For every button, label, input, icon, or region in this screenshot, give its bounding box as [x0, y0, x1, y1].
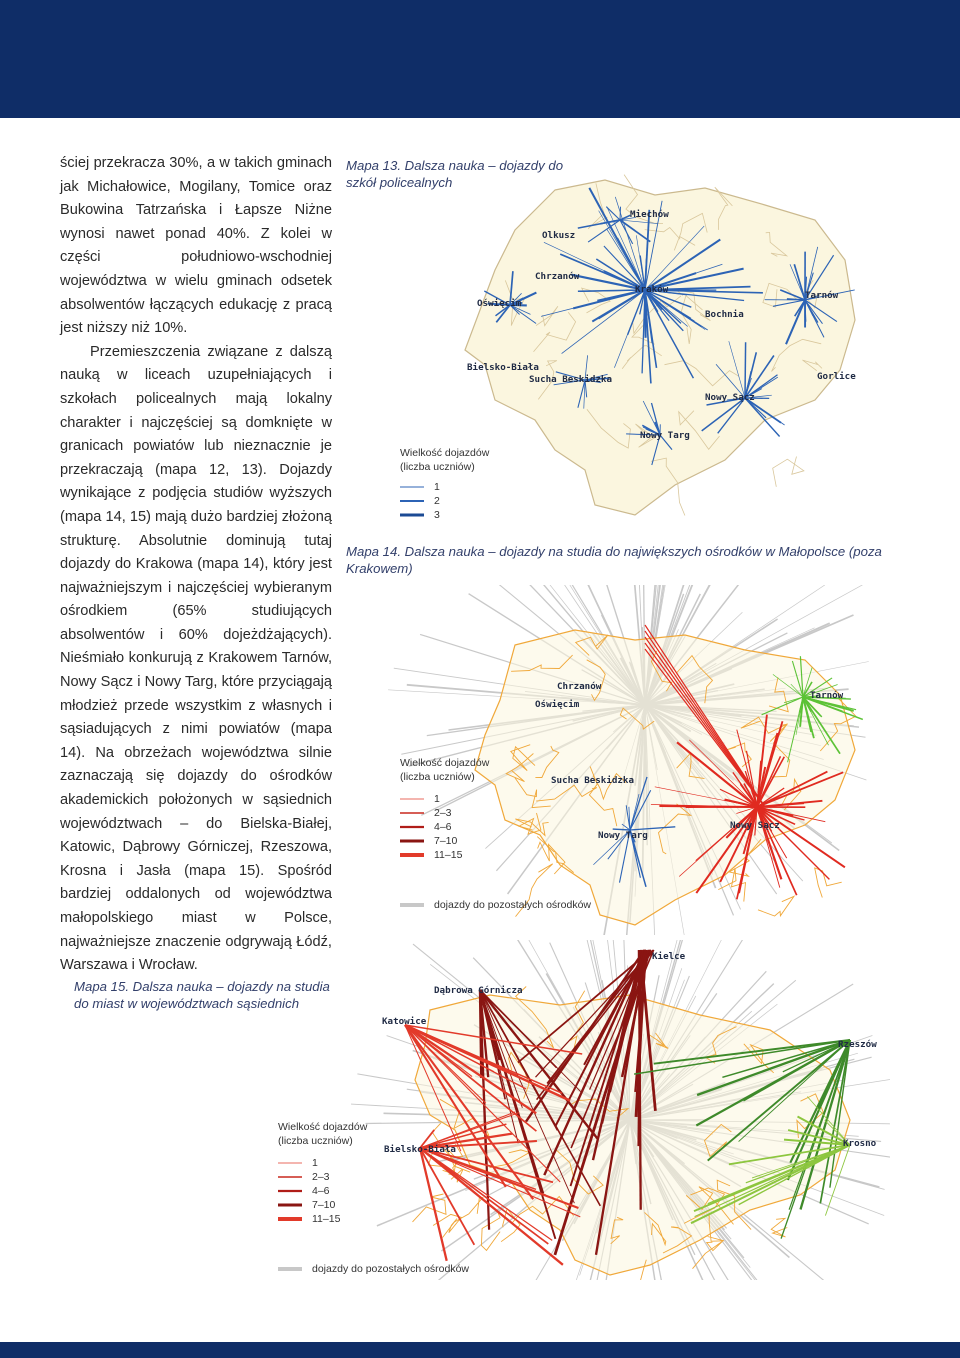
map15-legend-title: Wielkość dojazdów (liczba uczniów): [278, 1121, 368, 1147]
map15-legend-row: 2–3: [312, 1171, 330, 1183]
map13-label-bochnia: Bochnia: [705, 309, 744, 320]
map13-caption: Mapa 13. Dalsza nauka – dojazdy do szkół policealnych: [346, 158, 564, 190]
top-banner: [0, 0, 960, 118]
map13-label-miechow: Miechów: [630, 209, 669, 220]
paragraph-1: ściej przekracza 30%, a w takich gminach jak Michałowice, Mogilany, Tomice oraz Bukowina Tatrzańska i Łapsze Niżne wynosi nawet ponad 40%. Z kolei w części południowo-wschodniej województwa w wielu gminach odsetek absolwentów łączących edukację z pracą jest niższy niż 10%.: [60, 155, 332, 337]
map14-label-oswiecim: Oświęcim: [535, 699, 580, 710]
body-text: [60, 152, 332, 978]
map13-district-border: [773, 457, 804, 487]
map13-flow-line: [745, 342, 746, 398]
map13-legend-row: 1: [434, 481, 440, 493]
map13-legend-title: Wielkość dojazdów (liczba uczniów): [400, 447, 490, 473]
map14-label-sucha: Sucha Beskidzka: [551, 775, 634, 786]
map15-legend-row: 11–15: [312, 1213, 341, 1225]
map14-district-border: [815, 868, 842, 898]
map15-label-kielce: Kielce: [652, 951, 686, 962]
map14-legend-title: Wielkość dojazdów (liczba uczniów): [400, 757, 490, 783]
map13-legend-row: 3: [434, 509, 440, 521]
map15-legend-other: dojazdy do pozostałych ośrodków: [312, 1263, 470, 1275]
map14-caption: Mapa 14. Dalsza nauka – dojazdy na studia do największych ośrodków w Małopolsce (poza Krakowem): [346, 544, 882, 576]
map13-label-oswiecim: Oświęcim: [477, 298, 522, 309]
map14-legend: [400, 756, 591, 912]
map15-legend-row: 7–10: [312, 1199, 336, 1211]
map14-district-border: [758, 896, 794, 916]
map14-label-nowysacz: Nowy Sącz: [730, 820, 780, 831]
map15-legend-row: 1: [312, 1157, 318, 1169]
map14-legend-other: dojazdy do pozostałych ośrodków: [434, 899, 592, 911]
map13-label-gorlice: Gorlice: [817, 371, 856, 382]
map13-legend-row: 2: [434, 495, 440, 507]
paragraph-2: Przemieszczenia związane z dalszą nauką w liceach uzupełniających i szkołach policealnych mają lokalny charakter i najczęściej są domknięte w granicach powiatów lub nieznacznie je przekraczają (mapa 12, 13). Dojazdy wynikające z podjęcia studiów wyższych (mapa 14, 15) mają dużo bardziej złożoną strukturę. Absolutnie dominują tutaj dojazdy do Krakowa (mapa 14), który jest najważniejszym i najczęściej wybieranym ośrodkiem (65% studiujących absolwentów i 60% dojeżdżających). Nieśmiało konkurują z Krakowem Tarnów, Nowy Sącz i Nowy Targ, które przyciągają młodzież przede wszystkim z własnych i sąsiadujących z nimi powiatów (mapa 14). Na obrzeżach województwa silnie zaznaczają się dojazdy do ośrodków akademickich położonych w sąsiednich województwach – do Bielska-Białej, Katowic, Dąbrowy Górniczej, Rzeszowa, Krosna i Jasła (mapa 15). Spośród bardziej oddalonych od województwa małopolskiego miast w Polsce, najważniejsze znaczenie odgrywają Łódź, Warszawa i Wrocław.: [60, 343, 332, 974]
map14-label-nowytarg: Nowy Targ: [598, 830, 648, 841]
map13-region: [465, 180, 855, 515]
map15-legend-row: 4–6: [312, 1185, 330, 1197]
map15-district-border: [481, 1210, 500, 1251]
map15-label-rzeszow: Rzeszów: [838, 1039, 877, 1050]
map13-legend: [400, 446, 489, 522]
map13-label-olkusz: Olkusz: [542, 230, 576, 241]
map14-legend-row: 4–6: [434, 821, 452, 833]
map14-label-chrzanow: Chrzanów: [557, 681, 602, 692]
map13-label-sucha: Sucha Beskidzka: [529, 374, 612, 385]
map15-caption: Mapa 15. Dalsza nauka – dojazdy na studia do miast w województwach sąsiednich: [74, 979, 330, 1011]
map13-flow-line: [620, 207, 621, 220]
map13-label-bielsko: Bielsko-Biała: [467, 362, 539, 373]
map13-label-nowytarg: Nowy Targ: [640, 430, 690, 441]
map13-label-chrzanow: Chrzanów: [535, 271, 580, 282]
map15-label-krosno: Krosno: [843, 1138, 877, 1149]
bottom-banner: [0, 1342, 960, 1358]
map14-legend-row: 11–15: [434, 849, 463, 861]
map15-legend: [278, 1120, 469, 1276]
map13-label-krakow: Kraków: [635, 284, 669, 295]
map13-label-nowysacz: Nowy Sącz: [705, 392, 755, 403]
map14-label-tarnow: Tarnów: [810, 690, 844, 701]
map14-legend-row: 7–10: [434, 835, 458, 847]
map14-legend-row: 2–3: [434, 807, 452, 819]
map15-label-bielsko: Bielsko-Biała: [384, 1144, 456, 1155]
map15-label-dabrowa: Dąbrowa Górnicza: [434, 985, 523, 996]
map15-label-katowice: Katowice: [382, 1016, 427, 1027]
map13-label-tarnow: Tarnów: [805, 290, 839, 301]
map14-legend-row: 1: [434, 793, 440, 805]
